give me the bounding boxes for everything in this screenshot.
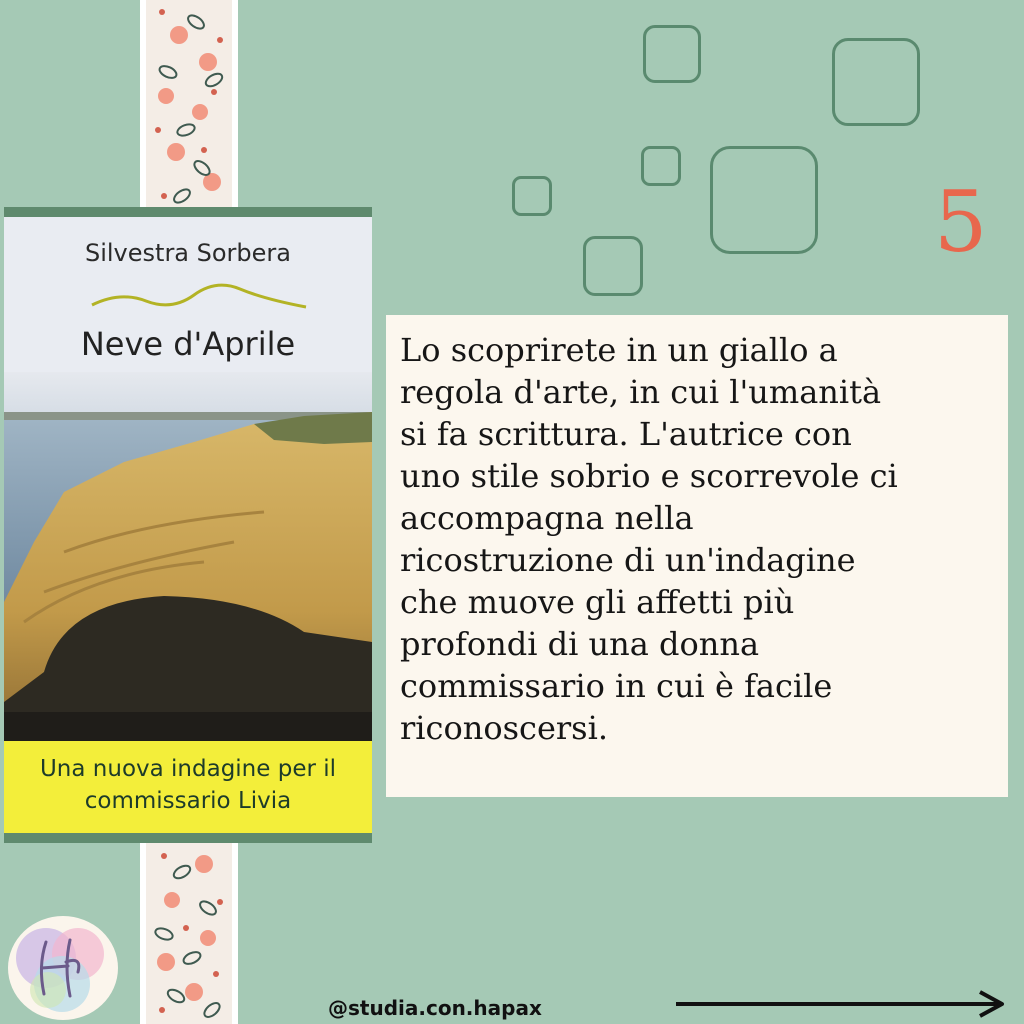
floral-ribbon-bottom [140,842,238,1024]
cover-photo [4,372,372,744]
floral-pattern [146,842,232,1024]
book-title: Neve d'Aprile [80,325,296,363]
book-cover-inner [4,217,372,833]
floral-pattern [146,0,232,212]
book-cover [4,207,372,843]
review-text-box [386,315,1008,797]
logo-watercolor [8,916,118,1020]
decorative-square [710,146,818,254]
book-author: Silvestra Sorbera [84,239,291,267]
book-subtitle-line1: Una nuova indagine per il [39,756,337,782]
decorative-square [832,38,920,126]
book-subtitle-line2: commissario Livia [84,788,292,814]
next-arrow-icon[interactable] [676,990,1008,1018]
decorative-square [641,146,681,186]
decorative-wave [90,281,310,315]
decorative-square [643,25,701,83]
floral-ribbon-top [140,0,238,212]
slide-number: 5 [934,173,988,271]
book-subtitle-band [4,741,372,833]
logo-monogram [8,916,118,1020]
decorative-square [512,176,552,216]
decorative-square [583,236,643,296]
instagram-handle: @studia.con.hapax [328,996,542,1020]
review-text: Lo scoprirete in un giallo a regola d'arte, in cui l'umanità si fa scrittura. L'autrice con uno stile sobrio e scorrevole ci accompagna nella ricostruzione di un'indagine che muove gli affetti più profondi di una donna commissario in cui è facile riconoscersi. [400,331,898,747]
